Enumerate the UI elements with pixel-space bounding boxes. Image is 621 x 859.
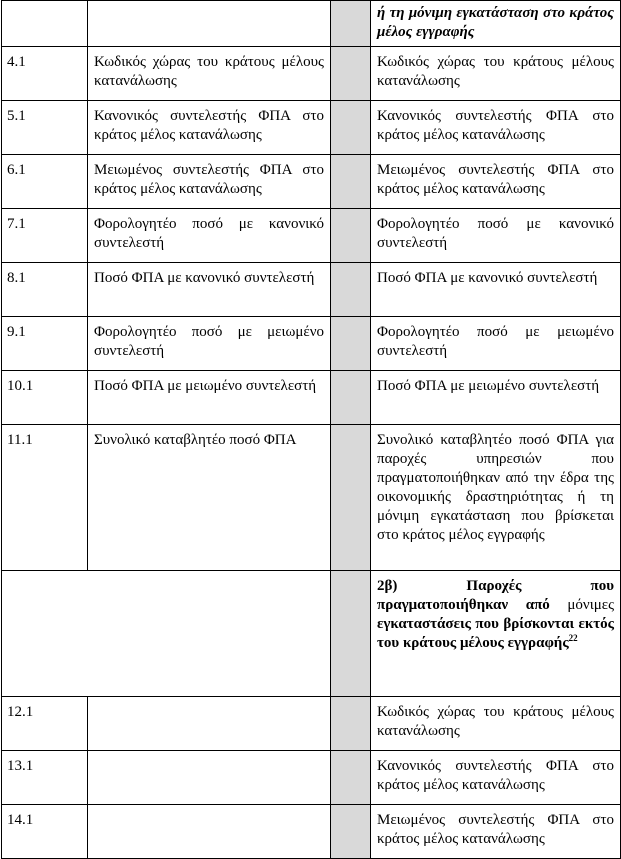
row-right-text: Μειωμένος συντελεστής ΦΠΑ στο κράτος μέλος κατανάλωσης: [371, 155, 621, 209]
row-left-text: Ποσό ΦΠΑ με κανονικό συντελεστή: [88, 263, 331, 317]
section-2b-title-part3: εγκαταστάσεις που βρίσκονται εκτός του κράτους μέλους εγγραφής: [377, 616, 614, 651]
row-number: 8.1: [2, 263, 88, 317]
row-number: 10.1: [2, 371, 88, 425]
row-left-text: Κωδικός χώρας του κράτους μέλους κατανάλωσης: [88, 47, 331, 101]
row-right-text: Κωδικός χώρας του κράτους μέλους κατανάλωσης: [371, 47, 621, 101]
row-number: 9.1: [2, 317, 88, 371]
table-row: [2, 371, 621, 425]
row-left-text: Ποσό ΦΠΑ με μειωμένο συντελεστή: [88, 371, 331, 425]
row-number: 7.1: [2, 209, 88, 263]
gap-cell: [331, 751, 371, 805]
section-2b-title: [371, 571, 621, 697]
row-left-text: Συνολικό καταβλητέο ποσό ΦΠΑ: [88, 425, 331, 571]
header-right-cell: ή τη μόνιμη εγκατάσταση στο κράτος μέλος εγγραφής: [371, 1, 621, 47]
table-row: [2, 317, 621, 371]
row-right-text: Κανονικός συντελεστής ΦΠΑ στο κράτος μέλος κατανάλωσης: [371, 751, 621, 805]
table-row: [2, 425, 621, 571]
row-left-text: [88, 805, 331, 859]
row-left-text: Κανονικός συντελεστής ΦΠΑ στο κράτος μέλος κατανάλωσης: [88, 101, 331, 155]
section-2b-title-part2: μόνιμες: [549, 597, 615, 613]
table-row: [2, 101, 621, 155]
row-right-text: Μειωμένος συντελεστής ΦΠΑ στο κράτος μέλος κατανάλωσης: [371, 805, 621, 859]
row-number: 6.1: [2, 155, 88, 209]
gap-cell: [331, 317, 371, 371]
row-right-text: Κανονικός συντελεστής ΦΠΑ στο κράτος μέλος κατανάλωσης: [371, 101, 621, 155]
section-2b-row: [2, 571, 621, 697]
gap-cell: [331, 1, 371, 47]
row-right-text: Φορολογητέο ποσό με κανονικό συντελεστή: [371, 209, 621, 263]
gap-cell: [331, 805, 371, 859]
table-row: [2, 751, 621, 805]
gap-cell: [331, 571, 371, 697]
table-row: [2, 209, 621, 263]
row-number: 5.1: [2, 101, 88, 155]
row-number: 4.1: [2, 47, 88, 101]
table-row: [2, 263, 621, 317]
header-left-cell: [88, 1, 331, 47]
row-right-text: Φορολογητέο ποσό με μειωμένο συντελεστή: [371, 317, 621, 371]
gap-cell: [331, 209, 371, 263]
gap-cell: [331, 425, 371, 571]
row-right-text: Ποσό ΦΠΑ με μειωμένο συντελεστή: [371, 371, 621, 425]
row-right-text: Κωδικός χώρας του κράτους μέλους κατανάλωσης: [371, 697, 621, 751]
row-left-text: Φορολογητέο ποσό με κανονικό συντελεστή: [88, 209, 331, 263]
table-row: [2, 697, 621, 751]
section-2b-left-cell: [2, 571, 331, 697]
row-number: 14.1: [2, 805, 88, 859]
section-2b-title-part1: 2β) Παροχές που πραγματοποιήθηκαν από: [377, 578, 614, 613]
header-row: [2, 1, 621, 47]
row-left-text: Φορολογητέο ποσό με μειωμένο συντελεστή: [88, 317, 331, 371]
row-right-text: Συνολικό καταβλητέο ποσό ΦΠΑ για παροχές υπηρεσιών που πραγματοποιήθηκαν από την έδρα της οικονομικής δραστηριότητας ή τη μόνιμη εγκατάσταση που βρίσκεται στο κράτος μέλος εγγραφής: [371, 425, 621, 571]
gap-cell: [331, 101, 371, 155]
table-row: [2, 47, 621, 101]
table-row: [2, 155, 621, 209]
vat-return-table: [1, 0, 621, 859]
row-number: 11.1: [2, 425, 88, 571]
footnote-marker: 22: [568, 633, 578, 643]
row-left-text: [88, 697, 331, 751]
gap-cell: [331, 697, 371, 751]
row-right-text: Ποσό ΦΠΑ με κανονικό συντελεστή: [371, 263, 621, 317]
row-number: 13.1: [2, 751, 88, 805]
gap-cell: [331, 371, 371, 425]
gap-cell: [331, 263, 371, 317]
table-row: [2, 805, 621, 859]
row-left-text: Μειωμένος συντελεστής ΦΠΑ στο κράτος μέλος κατανάλωσης: [88, 155, 331, 209]
row-left-text: [88, 751, 331, 805]
row-number: 12.1: [2, 697, 88, 751]
header-num-cell: [2, 1, 88, 47]
gap-cell: [331, 47, 371, 101]
gap-cell: [331, 155, 371, 209]
